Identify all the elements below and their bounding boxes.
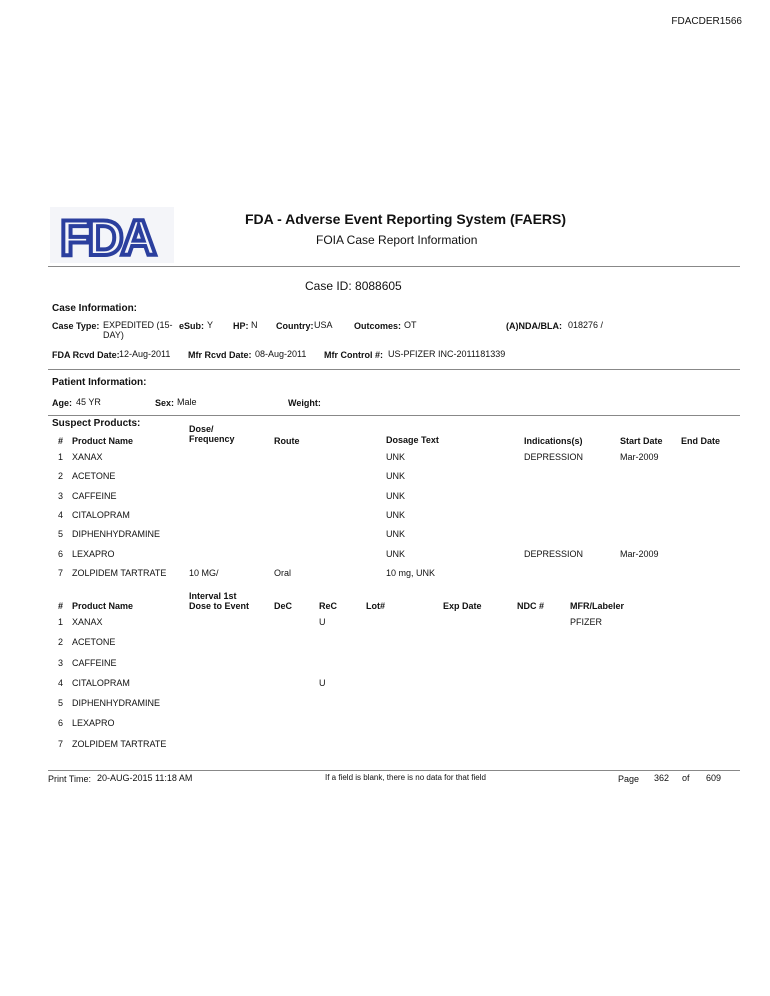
- fda-logo-icon: [50, 207, 174, 263]
- cell-num: 5: [58, 698, 64, 708]
- fda-rcvd-label: FDA Rcvd Date:: [52, 350, 120, 360]
- cell-rec: U: [319, 678, 326, 688]
- mfr-control-label: Mfr Control #:: [324, 350, 383, 360]
- mfr-rcvd-label: Mfr Rcvd Date:: [188, 350, 252, 360]
- col2-num: #: [58, 601, 64, 611]
- col-dose-line2: Frequency: [189, 434, 235, 444]
- sex-label: Sex:: [155, 398, 175, 408]
- print-time-value: 20-AUG-2015 11:18 AM: [97, 773, 193, 783]
- cell-start: Mar-2009: [620, 549, 659, 559]
- suspect-products-heading: Suspect Products:: [52, 418, 141, 429]
- footer-divider: [48, 770, 740, 771]
- cell-num: 6: [58, 718, 64, 728]
- page-total: 609: [706, 773, 722, 783]
- cell-dosage-text: UNK: [386, 452, 406, 462]
- col2-mfr-labeler: MFR/Labeler: [570, 601, 625, 611]
- weight-label: Weight:: [288, 398, 321, 408]
- age-label: Age:: [52, 398, 72, 408]
- col-route: Route: [274, 436, 300, 446]
- esub-label: eSub:: [179, 321, 205, 331]
- cell-product: CITALOPRAM: [72, 510, 130, 520]
- col2-lot: Lot#: [366, 601, 385, 611]
- patient-info-divider: [48, 415, 740, 416]
- col2-product-name: Product Name: [72, 601, 134, 611]
- cell-num: 3: [58, 491, 64, 501]
- case-id: Case ID: 8088605: [305, 279, 402, 293]
- col2-ndc: NDC #: [517, 601, 545, 611]
- case-info-divider: [48, 369, 740, 370]
- age-value: 45 YR: [76, 397, 101, 407]
- patient-info-heading: Patient Information:: [52, 377, 147, 388]
- cell-rec: U: [319, 617, 326, 627]
- logo-text: FDA: [60, 210, 154, 263]
- document-id: FDACDER1566: [671, 16, 742, 27]
- case-type-value-line2: DAY): [103, 330, 124, 340]
- nda-value: 018276 /: [568, 320, 604, 330]
- cell-indication: DEPRESSION: [524, 549, 584, 559]
- col2-dec: DeC: [274, 601, 293, 611]
- report-subtitle: FOIA Case Report Information: [316, 233, 478, 247]
- nda-label: (A)NDA/BLA:: [506, 321, 562, 331]
- outcomes-value: OT: [404, 320, 417, 330]
- cell-num: 4: [58, 678, 64, 688]
- cell-num: 3: [58, 658, 64, 668]
- cell-num: 7: [58, 568, 64, 578]
- col-start-date: Start Date: [620, 436, 663, 446]
- cell-num: 6: [58, 549, 64, 559]
- col2-rec: ReC: [319, 601, 338, 611]
- col2-interval-line1: Interval 1st: [189, 591, 237, 601]
- cell-product: DIPHENHYDRAMINE: [72, 698, 161, 708]
- col2-interval-line2: Dose to Event: [189, 601, 250, 611]
- cell-product: LEXAPRO: [72, 549, 115, 559]
- cell-product: ZOLPIDEM TARTRATE: [72, 739, 167, 749]
- hp-label: HP:: [233, 321, 249, 331]
- cell-num: 1: [58, 617, 64, 627]
- col-dosage-text: Dosage Text: [386, 435, 439, 445]
- mfr-rcvd-value: 08-Aug-2011: [255, 349, 307, 359]
- outcomes-label: Outcomes:: [354, 321, 402, 331]
- country-label: Country:: [276, 321, 314, 331]
- cell-route: Oral: [274, 568, 292, 578]
- esub-value: Y: [207, 320, 214, 330]
- of-label: of: [682, 773, 690, 783]
- cell-product: ACETONE: [72, 471, 116, 481]
- cell-num: 2: [58, 637, 64, 647]
- cell-start: Mar-2009: [620, 452, 659, 462]
- case-type-value-line1: EXPEDITED (15-: [103, 320, 173, 330]
- sex-value: Male: [177, 397, 197, 407]
- cell-num: 4: [58, 510, 64, 520]
- cell-product: CITALOPRAM: [72, 678, 130, 688]
- fda-logo: [50, 207, 174, 263]
- cell-num: 5: [58, 529, 64, 539]
- cell-dosage-text: UNK: [386, 549, 406, 559]
- cell-product: LEXAPRO: [72, 718, 115, 728]
- cell-dosage-text: UNK: [386, 529, 406, 539]
- col-indications: Indications(s): [524, 436, 583, 446]
- cell-dosage-text: UNK: [386, 491, 406, 501]
- mfr-control-value: US-PFIZER INC-2011181339: [388, 349, 506, 359]
- col2-exp-date: Exp Date: [443, 601, 482, 611]
- country-value: USA: [314, 320, 333, 330]
- cell-product: XANAX: [72, 617, 103, 627]
- page-number: 362: [654, 773, 670, 783]
- cell-num: 2: [58, 471, 64, 481]
- cell-mfr: PFIZER: [570, 617, 603, 627]
- cell-product: CAFFEINE: [72, 658, 117, 668]
- cell-dosage-text: UNK: [386, 471, 406, 481]
- cell-num: 7: [58, 739, 64, 749]
- case-type-label: Case Type:: [52, 321, 100, 331]
- cell-dosage-text: UNK: [386, 510, 406, 520]
- cell-product: CAFFEINE: [72, 491, 117, 501]
- cell-product: DIPHENHYDRAMINE: [72, 529, 161, 539]
- print-time-label: Print Time:: [48, 774, 92, 784]
- cell-product: ZOLPIDEM TARTRATE: [72, 568, 167, 578]
- col-product-name: Product Name: [72, 436, 134, 446]
- hp-value: N: [251, 320, 258, 330]
- header-divider: [48, 266, 740, 267]
- col-num: #: [58, 436, 64, 446]
- page-label: Page: [618, 774, 640, 784]
- cell-num: 1: [58, 452, 64, 462]
- case-info-heading: Case Information:: [52, 303, 138, 314]
- cell-product: ACETONE: [72, 637, 116, 647]
- col-end-date: End Date: [681, 436, 721, 446]
- cell-dose: 10 MG/: [189, 568, 219, 578]
- report-title: FDA - Adverse Event Reporting System (FAERS): [245, 211, 567, 227]
- blank-field-note: If a field is blank, there is no data for that field: [325, 773, 486, 782]
- fda-rcvd-value: 12-Aug-2011: [119, 349, 171, 359]
- cell-dosage-text: 10 mg, UNK: [386, 568, 436, 578]
- cell-product: XANAX: [72, 452, 103, 462]
- col-dose-line1: Dose/: [189, 424, 214, 434]
- cell-indication: DEPRESSION: [524, 452, 584, 462]
